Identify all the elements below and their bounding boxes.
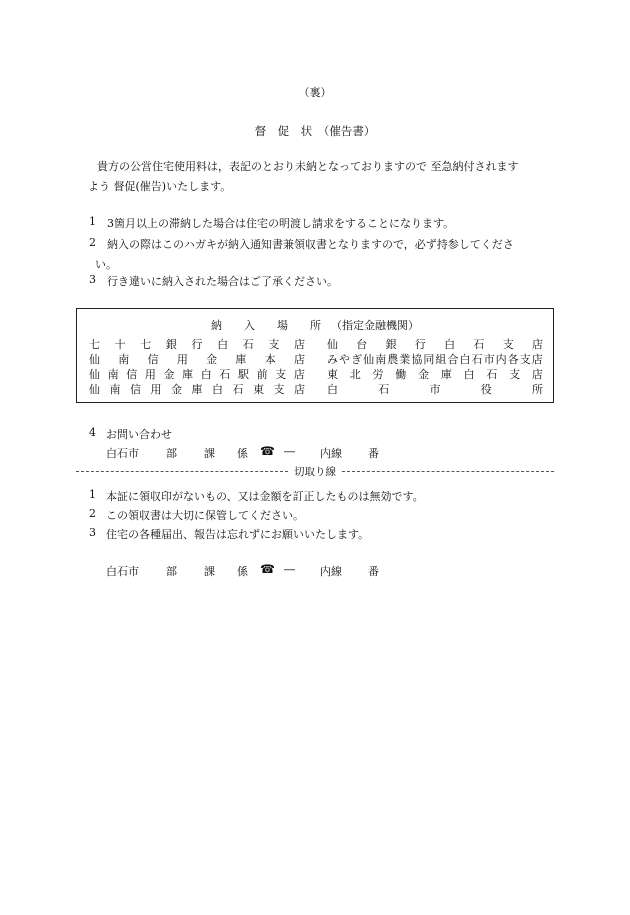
receipt-note-1-number: 1: [89, 488, 96, 501]
footer-contact-unit: 係: [237, 565, 248, 578]
phone-icon: ☎: [260, 444, 275, 458]
intro-line-1-text: 貴方の公営住宅使用料は，表記のとおり未納となっておりますので 至急納付されます: [97, 160, 519, 173]
receipt-note-3-number: 3: [89, 526, 96, 539]
footer-contact-city: 白石市: [106, 565, 139, 578]
inquiry-number: 4: [89, 426, 96, 439]
payment-place-right-4: 白 石 市 役 所: [327, 383, 543, 396]
contact-extension: 内線: [320, 447, 342, 460]
contact-unit: 係: [237, 447, 248, 460]
contact-dash: ―: [284, 445, 295, 458]
footer-contact-number-suffix: 番: [368, 565, 379, 578]
payment-place-right-2: み や ぎ 仙 南 農 業 協 同 組 合 白 石 市 内 各 支 店: [327, 353, 543, 366]
receipt-note-3-text: 住宅の各種届出、報告は忘れずにお願いいたします。: [106, 528, 370, 541]
note-1-text: 3箇月以上の滞納した場合は住宅の明渡し請求をすることになります。: [107, 217, 455, 230]
note-1-number: 1: [89, 215, 96, 228]
note-2-text: 納入の際はこのハガキが納入通知書兼領収書となりますので，必ず持参してくださ: [107, 238, 514, 251]
payment-place-left-1: 七 十 七 銀 行 白 石 支 店: [89, 338, 305, 351]
receipt-note-1-text: 本証に領収印がないもの、又は金額を訂正したものは無効です。: [106, 490, 424, 503]
intro-line-2: よう 督促(催告)いたします。: [88, 180, 232, 193]
payment-place-right-1: 仙 台 銀 行 白 石 支 店: [327, 338, 543, 351]
contact-section: 課: [204, 447, 215, 460]
receipt-note-2-number: 2: [89, 507, 96, 520]
reverse-side-label: （裏）: [298, 86, 332, 99]
intro-line-1: [97, 158, 548, 174]
footer-contact-section: 課: [204, 565, 215, 578]
cut-line-dashes-left: [76, 471, 288, 472]
payment-places-heading: 納 入 場 所: [211, 319, 321, 332]
contact-dept: 部: [166, 447, 177, 460]
footer-contact-extension: 内線: [320, 565, 342, 578]
payment-places-heading-row: [77, 317, 553, 333]
payment-place-left-3: 仙 南 信 用 金 庫 白 石 駅 前 支 店: [89, 368, 305, 381]
note-3-number: 3: [89, 273, 96, 286]
payment-place-left-2: 仙 南 信 用 金 庫 本 店: [89, 353, 305, 366]
receipt-note-2-text: この領収書は大切に保管してください。: [106, 509, 304, 522]
note-3-text: 行き違いに納入された場合はご了承ください。: [107, 275, 338, 288]
payment-places-heading-note: （指定金融機関）: [331, 319, 419, 332]
contact-number-suffix: 番: [368, 447, 379, 460]
note-2-continuation: い。: [95, 258, 117, 271]
cut-line-dashes-right: [342, 471, 554, 472]
payment-place-right-3: 東 北 労 働 金 庫 白 石 支 店: [327, 368, 543, 381]
note-2-number: 2: [89, 236, 96, 249]
payment-place-left-4: 仙 南 信 用 金 庫 白 石 東 支 店: [89, 383, 305, 396]
cut-line-label: 切取り線: [294, 465, 336, 478]
document-title: 督 促 状 （催告書）: [254, 124, 376, 138]
footer-phone-icon: ☎: [260, 562, 275, 576]
contact-city: 白石市: [106, 447, 139, 460]
footer-contact-dash: ―: [284, 563, 295, 576]
payment-places-box: [76, 308, 554, 403]
cut-line: [76, 464, 554, 478]
footer-contact-dept: 部: [166, 565, 177, 578]
inquiry-label: お問い合わせ: [106, 428, 172, 441]
